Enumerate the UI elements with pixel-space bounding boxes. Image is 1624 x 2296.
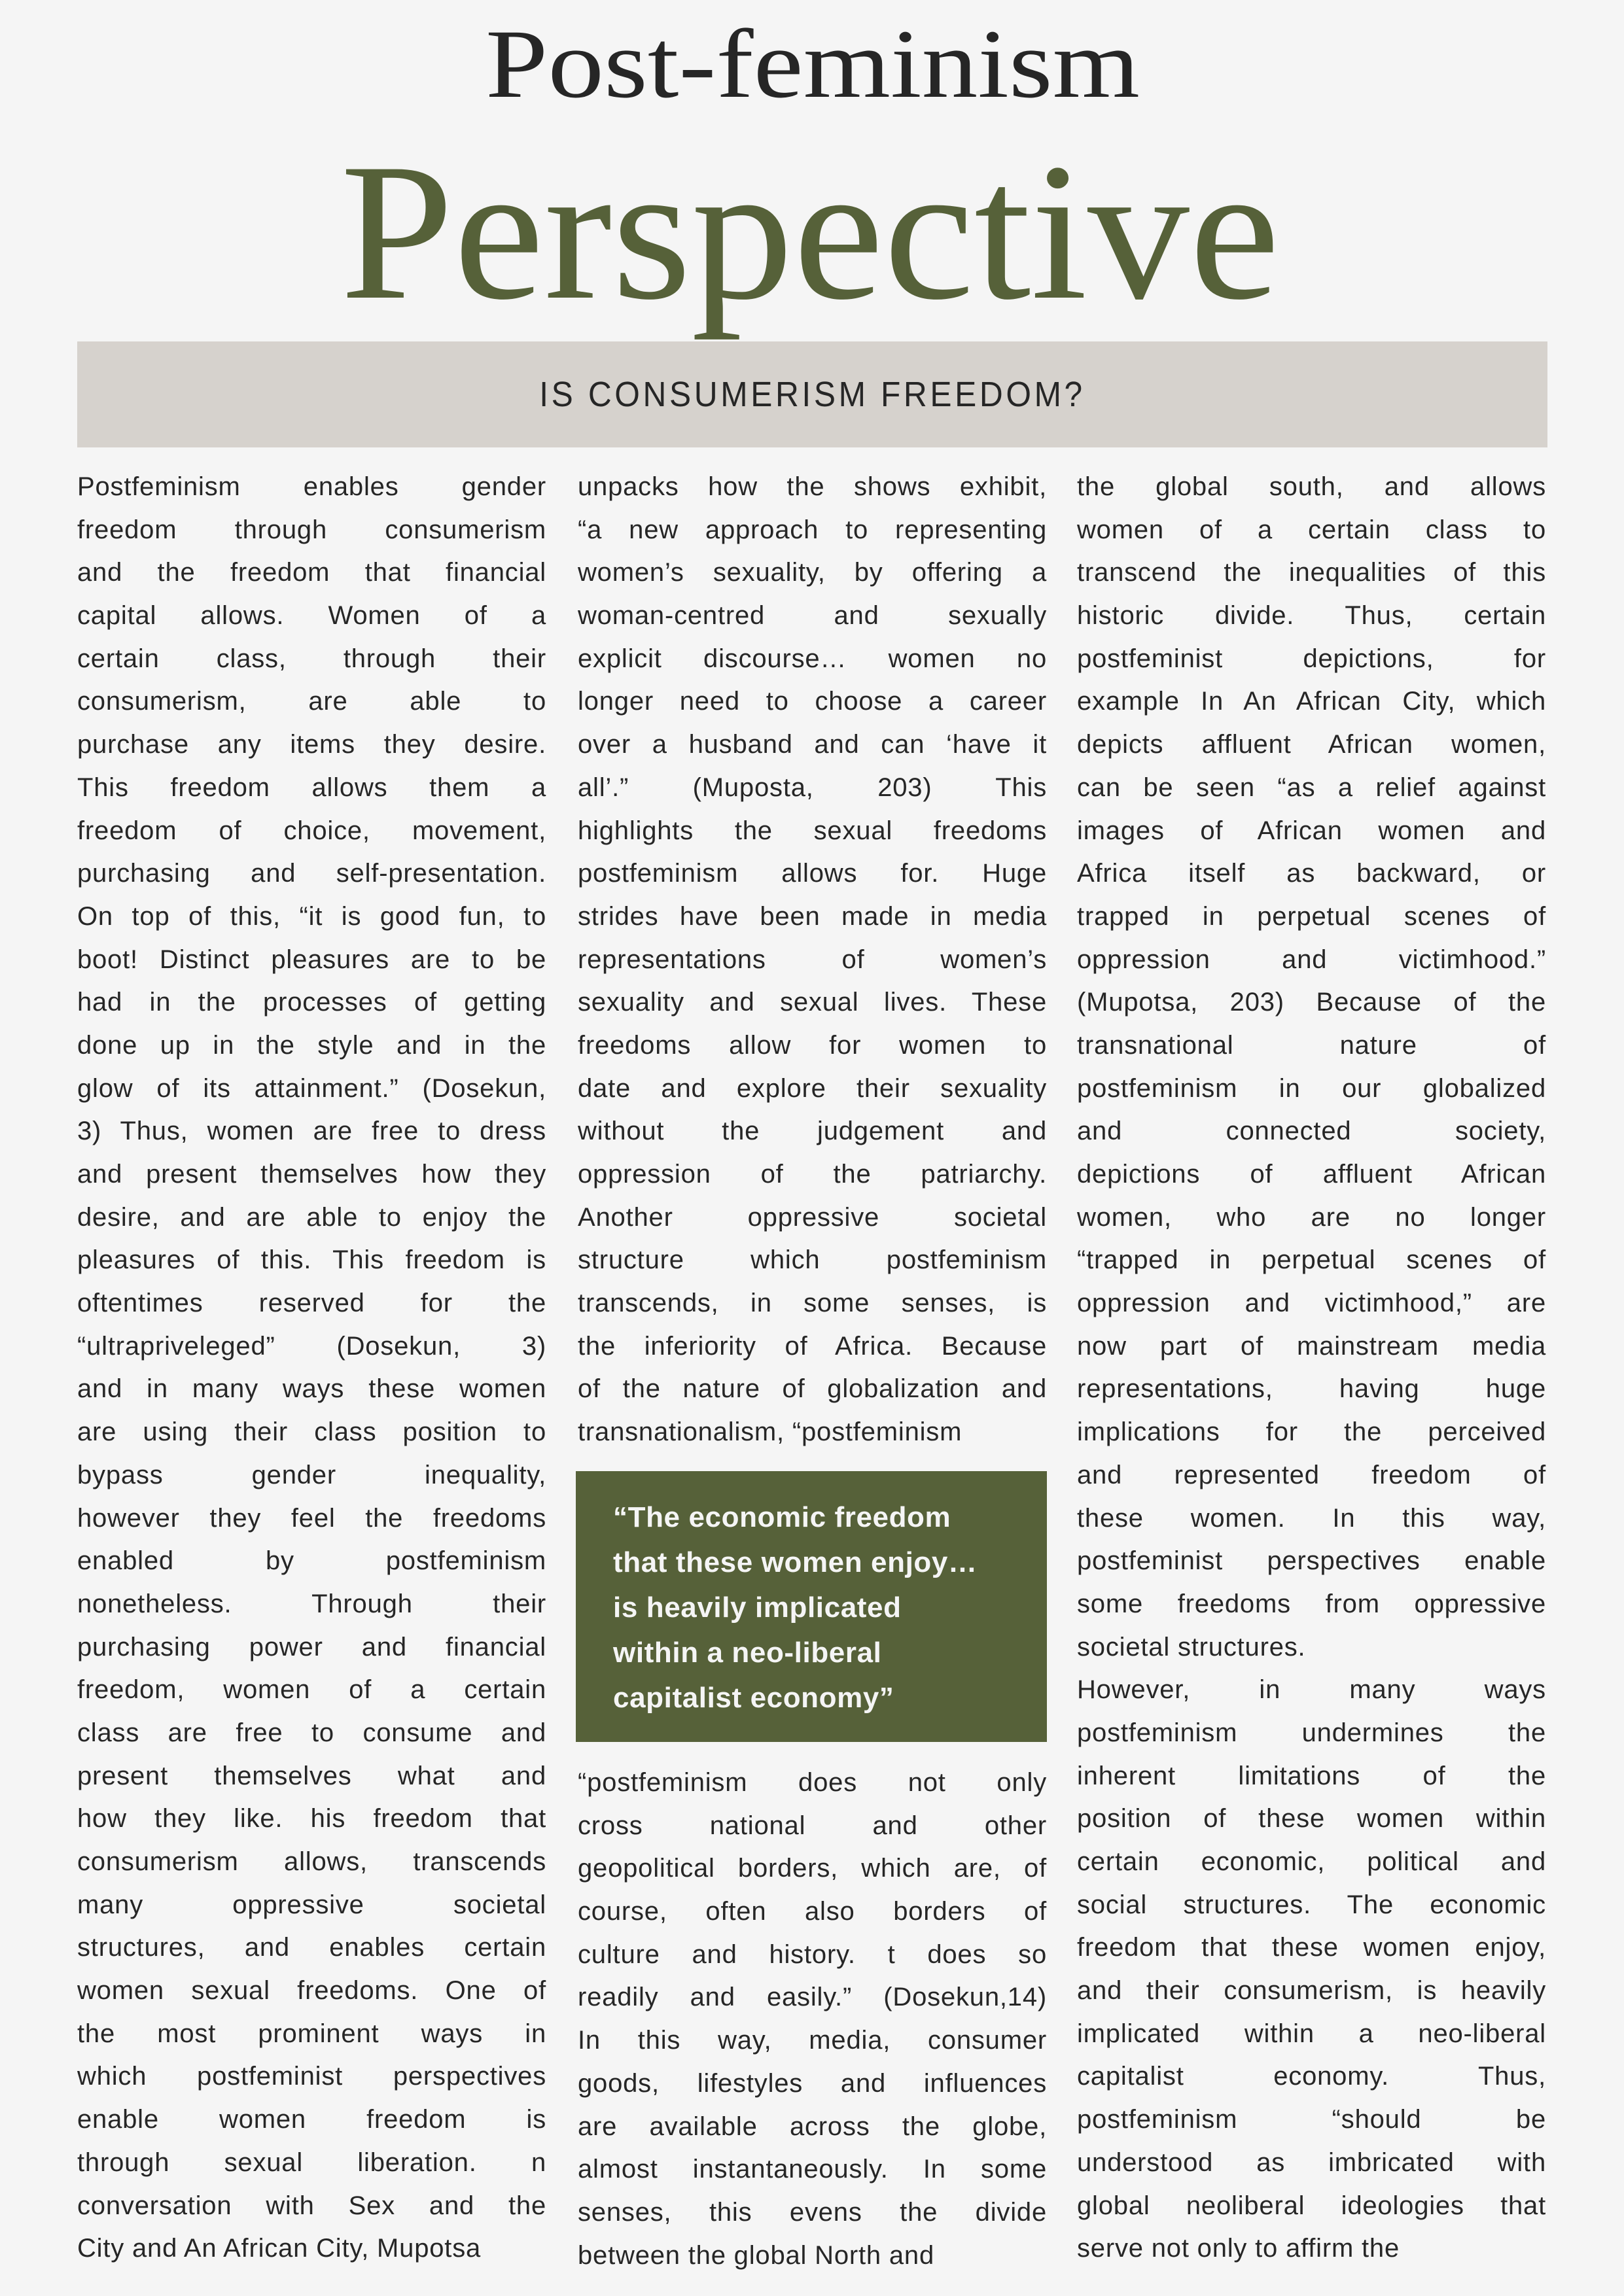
body-text-line: almost instantaneously. In some [578,2155,1047,2184]
body-text-line: woman-centred and sexually [578,601,1047,631]
body-text-line: conversation with Sex and the [77,2191,546,2220]
body-text-line: certain economic, political and [1077,1847,1546,1876]
body-text-line: example In An African City, which [1077,687,1546,716]
body-text-line: inherent limitations of the [1077,1761,1546,1790]
body-text-line: However, in many ways [1077,1675,1546,1705]
body-text-line: oppression of the patriarchy. [578,1160,1047,1189]
body-text-line: historic divide. Thus, certain [1077,601,1546,631]
body-text-line: social structures. The economic [1077,1890,1546,1919]
body-text-line: geopolitical borders, which are, of [578,1854,1047,1883]
pull-quote-line: “The economic freedom [613,1501,951,1533]
body-text-line: without the judgement and [578,1117,1047,1146]
body-text-line: images of African women and [1077,816,1546,845]
masthead [0,0,1624,340]
body-text-line: postfeminism undermines the [1077,1718,1546,1747]
body-text-line: position of these women within [1077,1804,1546,1834]
title-top: Post-feminism [485,10,1140,118]
body-text-line: longer need to choose a career [578,687,1047,716]
body-text-line: women of a certain class to [1077,515,1546,544]
body-text-line: freedom of choice, movement, [77,816,546,845]
body-text-line: desire, and are able to enjoy the [77,1202,546,1232]
body-text-line: women sexual freedoms. One of [77,1976,546,2006]
body-text-line: consumerism allows, transcends [77,1847,546,1876]
body-text-line: freedom, women of a certain [77,1675,546,1705]
body-text-line: done up in the style and in the [77,1030,546,1060]
body-text-line: depicts affluent African women, [1077,730,1546,759]
body-text-line: are using their class position to [77,1418,546,1447]
body-text-line: and in many ways these women [77,1374,546,1404]
body-text-line: strides have been made in media [578,901,1047,931]
body-text-line: the global south, and allows [1077,472,1546,501]
body-text-line: and connected society, [1077,1117,1546,1146]
pull-quote-line: within a neo-liberal [613,1637,882,1669]
body-text-line: City and An African City, Mupotsa [77,2234,482,2263]
section-heading: IS CONSUMERISM FREEDOM? [539,375,1086,414]
body-text-line: over a husband and can ‘have it [578,730,1047,759]
body-text-line: date and explore their sexuality [578,1073,1047,1103]
body-text-line: structures, and enables certain [77,1933,546,1962]
body-text-line: and present themselves how they [77,1160,546,1189]
body-text-line: and represented freedom of [1077,1460,1546,1489]
body-text-line: understood as imbricated with [1077,2148,1546,2177]
body-text-line: consumerism, are able to [77,687,546,716]
body-text-line: global neoliberal ideologies that [1077,2191,1546,2220]
body-text-line: cross national and other [578,1811,1047,1840]
body-text-line: sexuality and sexual lives. These [578,988,1047,1017]
body-text-line: which postfeminist perspectives [77,2062,546,2091]
body-text-line: women’s sexuality, by offering a [578,558,1047,587]
body-text-line: In this way, media, consumer [578,2026,1047,2055]
body-text-line: culture and history. t does so [578,1939,1047,1969]
body-text-line: structure which postfeminism [578,1245,1047,1275]
body-text-line: postfeminism in our globalized [1077,1073,1546,1103]
body-text-line: This freedom allows them a [77,773,546,802]
body-text-line: goods, lifestyles and influences [578,2068,1047,2098]
body-text-line: all’.” (Muposta, 203) This [578,773,1047,802]
body-text-line: transcend the inequalities of this [1077,558,1546,587]
body-text-line: senses, this evens the divide [578,2197,1047,2227]
body-text-line: postfeminist depictions, for [1077,644,1546,673]
article-column-1 [77,466,546,2270]
body-text-line: purchasing power and financial [77,1632,546,1661]
body-text-line: class are free to consume and [77,1718,546,1747]
body-text-line: how they like. his freedom that [77,1804,546,1834]
body-text-line: transnational nature of [1077,1030,1546,1060]
body-text-line: purchase any items they desire. [77,730,546,759]
body-text-line: enable women freedom is [77,2105,546,2134]
body-text-line: 3) Thus, women are free to dress [77,1117,546,1146]
body-text-line: course, often also borders of [578,1897,1047,1926]
body-text-line: freedom through consumerism [77,515,546,544]
body-text-line: “postfeminism does not only [578,1768,1047,1797]
body-text-line: capitalist economy. Thus, [1077,2062,1546,2091]
body-text-line: through sexual liberation. n [77,2148,546,2177]
body-text-line: and their consumerism, is heavily [1077,1976,1546,2006]
pull-quote-line: capitalist economy” [613,1682,894,1714]
body-text-line: “trapped in perpetual scenes of [1077,1245,1546,1275]
section-heading-band [77,341,1547,447]
body-text-line: the inferiority of Africa. Because [578,1331,1047,1361]
body-text-line: explicit discourse… women no [578,644,1047,673]
body-text-line: nonetheless. Through their [77,1589,546,1618]
body-text-line: the most prominent ways in [77,2019,546,2048]
body-text-line: Africa itself as backward, or [1077,859,1546,888]
body-text-line: postfeminism allows for. Huge [578,859,1047,888]
article-column-2-top [578,466,1047,1454]
pull-quote-line: that these women enjoy… [613,1546,978,1578]
body-text-line: oppression and victimhood.” [1077,945,1546,974]
body-text-line: bypass gender inequality, [77,1460,546,1489]
body-text-line: Another oppressive societal [578,1202,1047,1232]
body-text-line: representations, having huge [1077,1374,1546,1404]
body-text-line: readily and easily.” (Dosekun,14) [578,1983,1047,2012]
body-text-line: implications for the perceived [1077,1418,1546,1447]
body-text-line: freedoms allow for women to [578,1030,1047,1060]
body-text-line: postfeminism “should be [1077,2105,1546,2134]
body-text-line: many oppressive societal [77,1890,546,1919]
body-text-line: glow of its attainment.” (Dosekun, [77,1073,546,1103]
article-column-3 [1077,466,1546,2270]
body-text-line: oppression and victimhood,” are [1077,1289,1546,1318]
body-text-line: serve not only to affirm the [1077,2234,1400,2263]
body-text-line: postfeminist perspectives enable [1077,1546,1546,1576]
body-text-line: can be seen “as a relief against [1077,773,1546,802]
pull-quote [576,1471,1047,1742]
body-text-line: pleasures of this. This freedom is [77,1245,546,1275]
body-text-line: “a new approach to representing [578,515,1047,544]
body-text-line: and the freedom that financial [77,558,546,587]
body-text-line: are available across the globe, [578,2112,1047,2141]
body-text-line: transcends, in some senses, is [578,1289,1047,1318]
body-text-line: societal structures. [1077,1632,1306,1661]
body-text-line: women, who are no longer [1077,1202,1546,1232]
body-text-line: these women. In this way, [1077,1503,1546,1533]
title-main: Perspective [340,123,1280,340]
body-text-line: Postfeminism enables gender [77,472,546,501]
body-text-line: now part of mainstream media [1077,1331,1546,1361]
body-text-line: On top of this, “it is good fun, to [77,901,546,931]
body-text-line: transnationalism, “postfeminism [578,1418,962,1447]
body-text-line: trapped in perpetual scenes of [1077,901,1546,931]
body-text-line: present themselves what and [77,1761,546,1790]
body-text-line: of the nature of globalization and [578,1374,1047,1404]
body-text-line: between the global North and [578,2240,934,2270]
body-text-line: however they feel the freedoms [77,1503,546,1533]
body-text-line: purchasing and self-presentation. [77,859,546,888]
body-text-line: oftentimes reserved for the [77,1289,546,1318]
body-text-line: enabled by postfeminism [77,1546,546,1576]
body-text-line: freedom that these women enjoy, [1077,1933,1546,1962]
body-text-line: unpacks how the shows exhibit, [578,472,1047,501]
body-text-line: (Mupotsa, 203) Because of the [1077,988,1546,1017]
article-column-2-bottom [578,1762,1047,2277]
body-text-line: implicated within a neo-liberal [1077,2019,1546,2048]
body-text-line: highlights the sexual freedoms [578,816,1047,845]
body-text-line: depictions of affluent African [1077,1160,1546,1189]
body-text-line: “ultrapriveleged” (Dosekun, 3) [77,1331,546,1361]
pull-quote-line: is heavily implicated [613,1592,902,1624]
body-text-line: capital allows. Women of a [77,601,546,631]
body-text-line: had in the processes of getting [77,988,546,1017]
body-text-line: representations of women’s [578,945,1047,974]
body-text-line: some freedoms from oppressive [1077,1589,1546,1618]
body-text-line: boot! Distinct pleasures are to be [77,945,546,974]
body-text-line: certain class, through their [77,644,546,673]
